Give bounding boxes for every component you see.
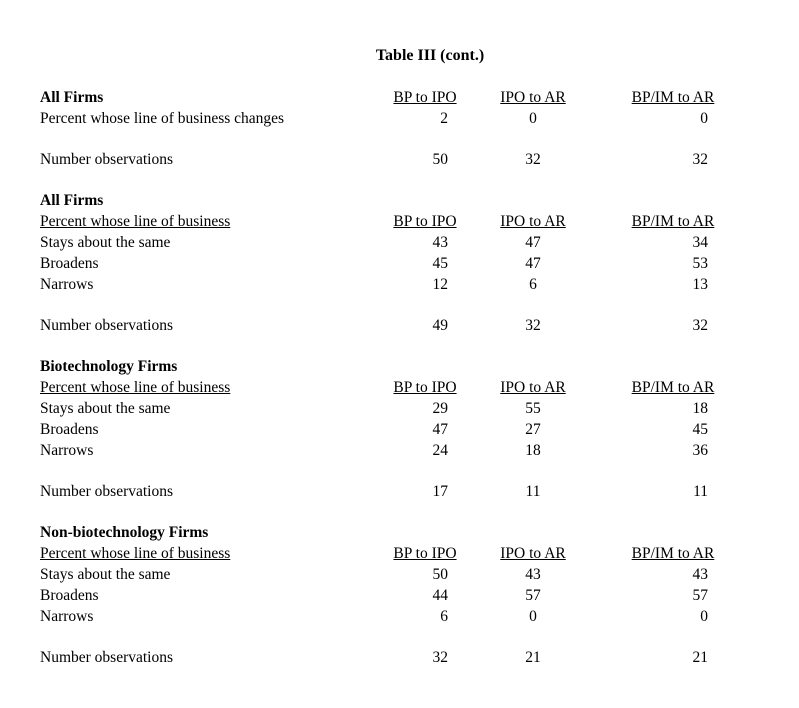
cell-value: 43 <box>432 234 448 251</box>
column-header-ipo-to-ar: IPO to AR <box>500 89 566 106</box>
cell-value: 53 <box>692 255 708 272</box>
section-heading: Non-biotechnology Firms <box>40 524 209 541</box>
cell-value: 57 <box>692 587 708 604</box>
column-header-bp-to-ipo: BP to IPO <box>393 89 457 106</box>
column-header-ipo-to-ar: IPO to AR <box>500 545 566 562</box>
cell-value: 0 <box>700 608 708 625</box>
observations-value: 32 <box>432 649 448 666</box>
section-subheading: Percent whose line of business <box>40 379 231 396</box>
section-heading: Biotechnology Firms <box>40 358 178 375</box>
cell-value: 18 <box>692 400 708 417</box>
cell-value: 47 <box>525 255 541 272</box>
observations-label: Number observations <box>40 649 174 666</box>
row-label: Narrows <box>40 442 94 459</box>
cell-value: 34 <box>692 234 708 251</box>
cell-value: 6 <box>440 608 448 625</box>
cell-value: 0 <box>700 110 708 127</box>
cell-value: 24 <box>432 442 448 459</box>
column-header-ipo-to-ar: IPO to AR <box>500 379 566 396</box>
row-label: Percent whose line of business changes <box>40 110 285 127</box>
cell-value: 44 <box>432 587 448 604</box>
column-header-bp-to-ipo: BP to IPO <box>393 545 457 562</box>
cell-value: 36 <box>692 442 708 459</box>
section-subheading: Percent whose line of business <box>40 545 231 562</box>
section-heading: All Firms <box>40 192 104 209</box>
column-header-bpim-to-ar: BP/IM to AR <box>631 89 715 106</box>
observations-label: Number observations <box>40 483 174 500</box>
observations-value: 49 <box>432 317 448 334</box>
cell-value: 43 <box>525 566 541 583</box>
cell-value: 43 <box>692 566 708 583</box>
observations-value: 11 <box>525 483 541 500</box>
column-header-bpim-to-ar: BP/IM to AR <box>631 545 715 562</box>
observations-value: 11 <box>693 483 708 500</box>
column-header-bp-to-ipo: BP to IPO <box>393 379 457 396</box>
observations-label: Number observations <box>40 151 174 168</box>
section-subheading: Percent whose line of business <box>40 213 231 230</box>
cell-value: 6 <box>529 276 537 293</box>
cell-value: 47 <box>432 421 448 438</box>
cell-value: 13 <box>692 276 708 293</box>
cell-value: 2 <box>440 110 448 127</box>
cell-value: 55 <box>525 400 541 417</box>
column-header-ipo-to-ar: IPO to AR <box>500 213 566 230</box>
observations-label: Number observations <box>40 317 174 334</box>
observations-value: 32 <box>692 151 708 168</box>
cell-value: 57 <box>525 587 541 604</box>
column-header-bp-to-ipo: BP to IPO <box>393 213 457 230</box>
row-label: Narrows <box>40 276 94 293</box>
cell-value: 27 <box>525 421 541 438</box>
observations-value: 32 <box>692 317 708 334</box>
row-label: Narrows <box>40 608 94 625</box>
observations-value: 50 <box>432 151 448 168</box>
row-label: Stays about the same <box>40 234 171 251</box>
cell-value: 50 <box>432 566 448 583</box>
cell-value: 47 <box>525 234 541 251</box>
row-label: Stays about the same <box>40 400 171 417</box>
cell-value: 0 <box>529 110 537 127</box>
table-title: Table III (cont.) <box>375 47 485 64</box>
observations-value: 17 <box>432 483 448 500</box>
cell-value: 45 <box>432 255 448 272</box>
observations-value: 32 <box>525 151 541 168</box>
column-header-bpim-to-ar: BP/IM to AR <box>631 379 715 396</box>
observations-value: 21 <box>692 649 708 666</box>
row-label: Broadens <box>40 421 99 438</box>
observations-value: 32 <box>525 317 541 334</box>
row-label: Broadens <box>40 255 99 272</box>
cell-value: 18 <box>525 442 541 459</box>
observations-value: 21 <box>525 649 541 666</box>
cell-value: 45 <box>692 421 708 438</box>
cell-value: 0 <box>529 608 537 625</box>
row-label: Broadens <box>40 587 99 604</box>
section-heading: All Firms <box>40 89 104 106</box>
row-label: Stays about the same <box>40 566 171 583</box>
cell-value: 29 <box>432 400 448 417</box>
cell-value: 12 <box>432 276 448 293</box>
column-header-bpim-to-ar: BP/IM to AR <box>631 213 715 230</box>
